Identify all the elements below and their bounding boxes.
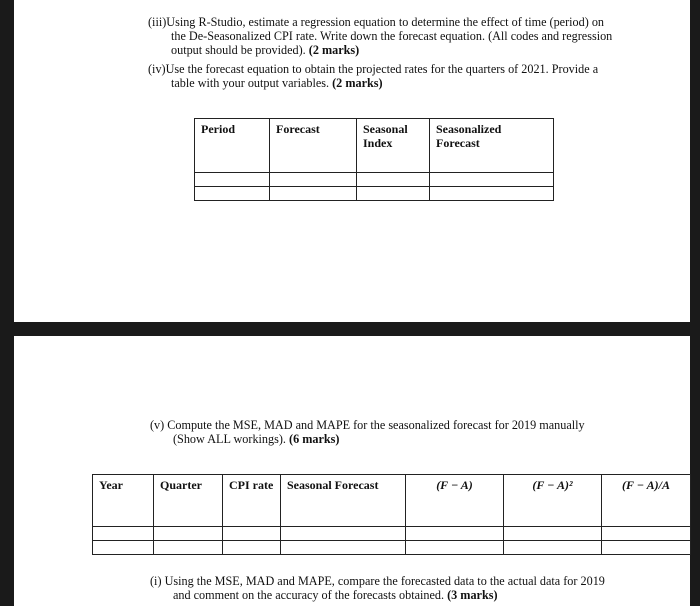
header-cpi-rate: CPI rate xyxy=(223,475,281,527)
error-table xyxy=(92,474,691,555)
question-iv-label: (iv) xyxy=(148,62,166,76)
question-iv xyxy=(148,62,618,90)
table-header-row xyxy=(93,475,691,527)
table-cell[interactable] xyxy=(223,527,281,541)
page-bottom xyxy=(14,336,690,606)
table-cell[interactable] xyxy=(270,187,357,201)
table-row xyxy=(195,173,554,187)
projection-table xyxy=(194,118,554,201)
table-cell[interactable] xyxy=(504,541,602,555)
question-v-text: Compute the MSE, MAD and MAPE for the seasonalized forecast for 2019 manually (Show ALL workings). xyxy=(167,418,585,446)
header-seasonal-forecast: Seasonal Forecast xyxy=(281,475,406,527)
table-cell[interactable] xyxy=(602,527,691,541)
question-v-marks: (6 marks) xyxy=(289,432,340,446)
header-year: Year xyxy=(93,475,154,527)
question-iv-marks: (2 marks) xyxy=(332,76,383,90)
question-i-text: Using the MSE, MAD and MAPE, compare the forecasted data to the actual data for 2019 and comment on the accuracy of the forecasts obtained. xyxy=(164,574,605,602)
table-cell[interactable] xyxy=(195,187,270,201)
table-cell[interactable] xyxy=(154,541,223,555)
table-row xyxy=(93,527,691,541)
header-quarter: Quarter xyxy=(154,475,223,527)
question-iii xyxy=(148,15,618,57)
question-iii-text: Using R-Studio, estimate a regression equation to determine the effect of time (period) on the De-Seasonalized CPI rate. Write down the forecast equation. (All codes and regression output should be provided). xyxy=(166,15,613,57)
page-top xyxy=(14,0,690,322)
header-f-minus-a-over-a: (F − A)/A xyxy=(602,475,691,527)
header-seasonal-index: Seasonal Index xyxy=(357,119,430,173)
table-cell[interactable] xyxy=(406,541,504,555)
question-iii-marks: (2 marks) xyxy=(308,43,360,57)
header-f-minus-a-squared: (F − A)² xyxy=(504,475,602,527)
table-cell[interactable] xyxy=(602,541,691,555)
table-cell[interactable] xyxy=(281,527,406,541)
table-cell[interactable] xyxy=(93,527,154,541)
table-cell[interactable] xyxy=(406,527,504,541)
table-cell[interactable] xyxy=(430,187,554,201)
table-header-row xyxy=(195,119,554,173)
header-seasonalized-forecast: Seasonalized Forecast xyxy=(430,119,554,173)
question-v xyxy=(150,418,610,446)
header-period: Period xyxy=(195,119,270,173)
question-i-marks: (3 marks) xyxy=(447,588,498,602)
table-cell[interactable] xyxy=(357,187,430,201)
table-cell[interactable] xyxy=(430,173,554,187)
table-cell[interactable] xyxy=(357,173,430,187)
question-iii-label: (iii) xyxy=(148,15,167,29)
table-cell[interactable] xyxy=(281,541,406,555)
table-cell[interactable] xyxy=(270,173,357,187)
question-v-label: (v) xyxy=(150,418,165,432)
table-row xyxy=(93,541,691,555)
question-i xyxy=(150,574,620,602)
table-row xyxy=(195,187,554,201)
table-cell[interactable] xyxy=(504,527,602,541)
table-cell[interactable] xyxy=(93,541,154,555)
question-i-label: (i) xyxy=(150,574,162,588)
table-cell[interactable] xyxy=(154,527,223,541)
header-f-minus-a: (F − A) xyxy=(406,475,504,527)
table-cell[interactable] xyxy=(223,541,281,555)
header-forecast: Forecast xyxy=(270,119,357,173)
table-cell[interactable] xyxy=(195,173,270,187)
question-iv-text: Use the forecast equation to obtain the projected rates for the quarters of 2021. Provide a table with your output variables. xyxy=(165,62,599,90)
